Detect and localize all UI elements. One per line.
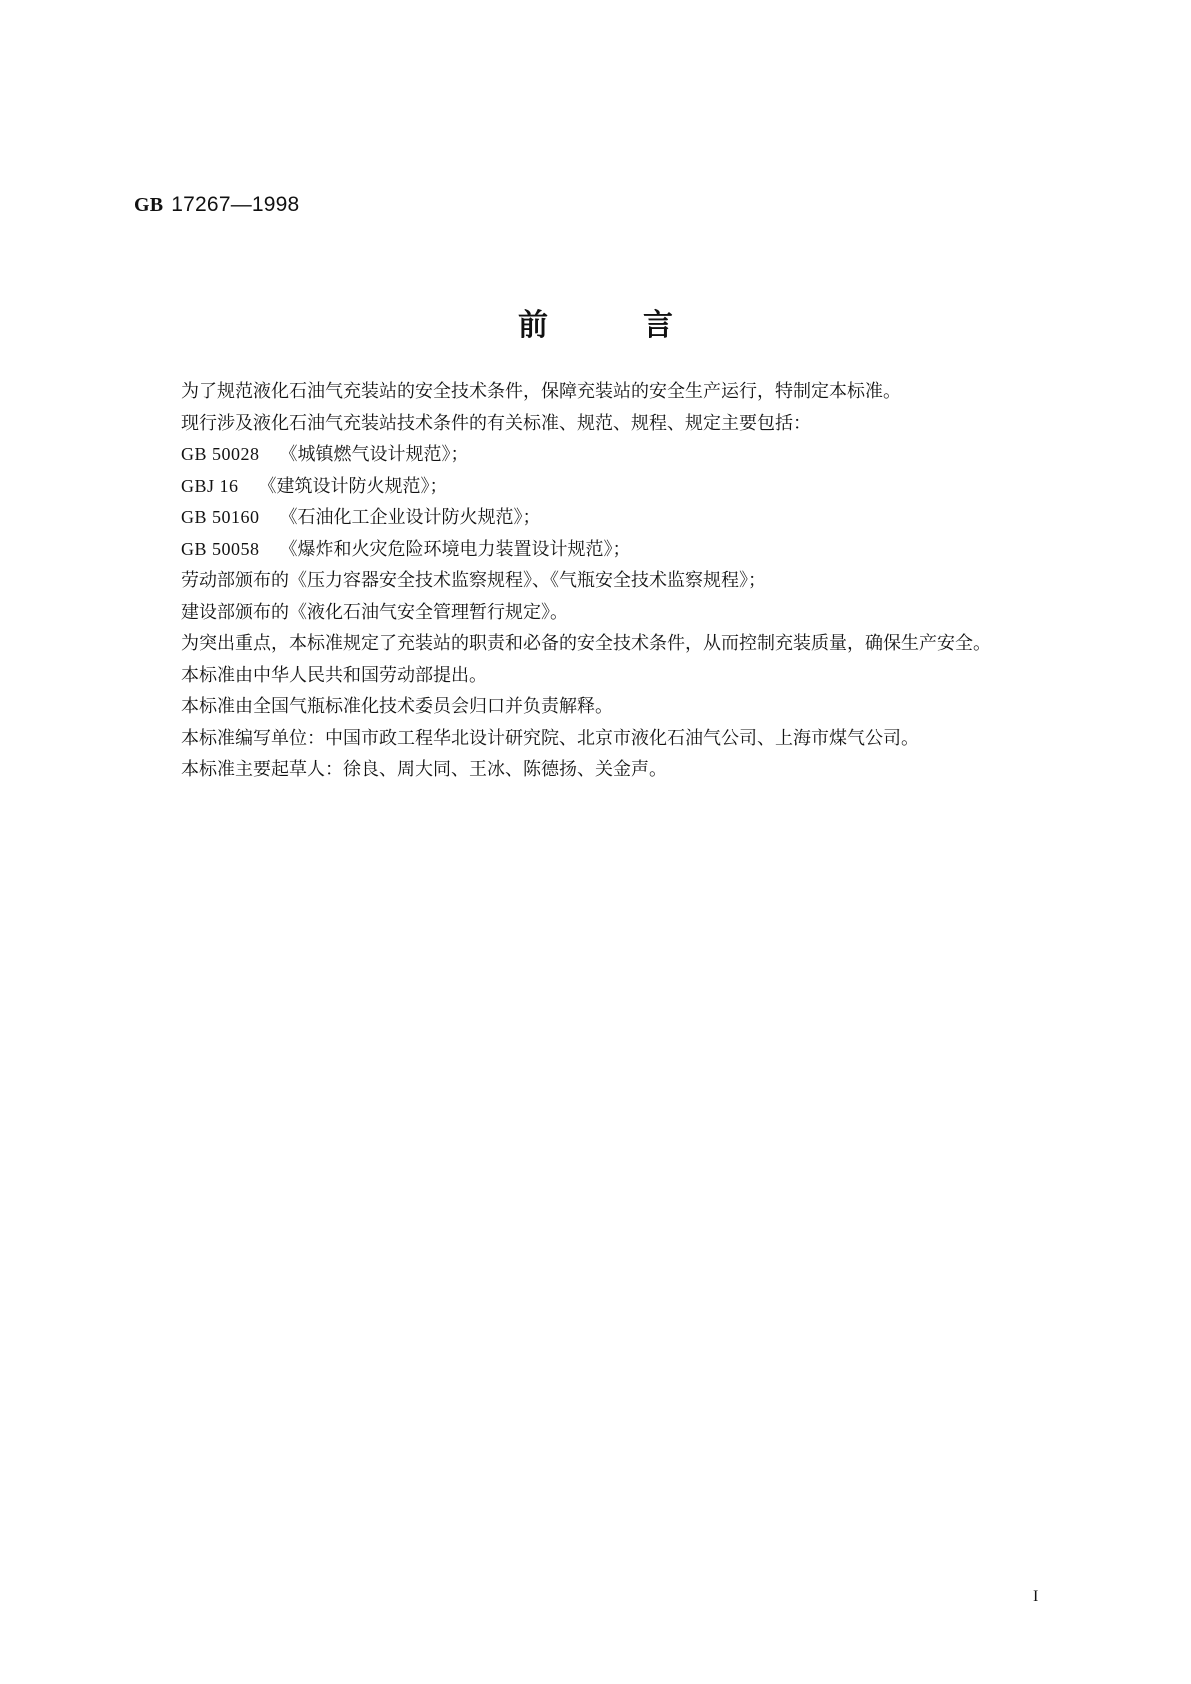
foreword-body (140, 376, 1070, 786)
paragraph-drafters: 本标准主要起草人：徐良、周大同、王冰、陈德扬、关金声。 (181, 759, 667, 780)
standard-ref-code: GB 50058 (181, 538, 260, 559)
title-char-1: 前 (518, 308, 548, 343)
standard-prefix: GB (134, 194, 164, 216)
paragraph-proposer: 本标准由中华人民共和国劳动部提出。 (181, 664, 487, 686)
standard-number: 17267—1998 (171, 193, 300, 216)
standard-ref-title: 《建筑设计防火规范》； (258, 475, 448, 497)
standard-code-header (134, 193, 299, 217)
page-title (0, 306, 1191, 346)
standard-ref-title: 《城镇燃气设计规范》； (279, 444, 469, 465)
standard-ref-title: 《石油化工企业设计防火规范》； (279, 507, 541, 528)
standard-ref-item (140, 502, 1070, 534)
standard-ref-item (140, 534, 1070, 566)
paragraph-construction-regulations: 建设部颁布的《液化石油气安全管理暂行规定》。 (181, 601, 568, 623)
paragraph-labor-regulations: 劳动部颁布的《压力容器安全技术监察规程》、《气瓶安全技术监察规程》； (181, 570, 766, 591)
paragraph-responsible-committee: 本标准由全国气瓶标准化技术委员会归口并负责解释。 (181, 696, 613, 717)
paragraph-scope: 为突出重点，本标准规定了充装站的职责和必备的安全技术条件，从而控制充装质量，确保生产安全。 (181, 633, 991, 654)
standard-ref-item (140, 471, 1070, 503)
paragraph-related-standards-intro: 现行涉及液化石油气充装站技术条件的有关标准、规范、规程、规定主要包括： (181, 412, 811, 434)
standard-ref-code: GB 50028 (181, 444, 260, 464)
title-char-2: 言 (643, 308, 673, 343)
standard-ref-code: GB 50160 (181, 507, 260, 527)
standard-ref-title: 《爆炸和火灾危险环境电力装置设计规范》； (279, 538, 631, 560)
paragraph-purpose: 为了规范液化石油气充装站的安全技术条件，保障充装站的安全生产运行，特制定本标准。 (181, 381, 901, 402)
page-number: I (1033, 1588, 1039, 1605)
standard-ref-item (140, 439, 1070, 471)
standard-ref-code: GBJ 16 (181, 475, 239, 496)
paragraph-drafting-units: 本标准编写单位：中国市政工程华北设计研究院、北京市液化石油气公司、上海市煤气公司。 (181, 727, 919, 749)
